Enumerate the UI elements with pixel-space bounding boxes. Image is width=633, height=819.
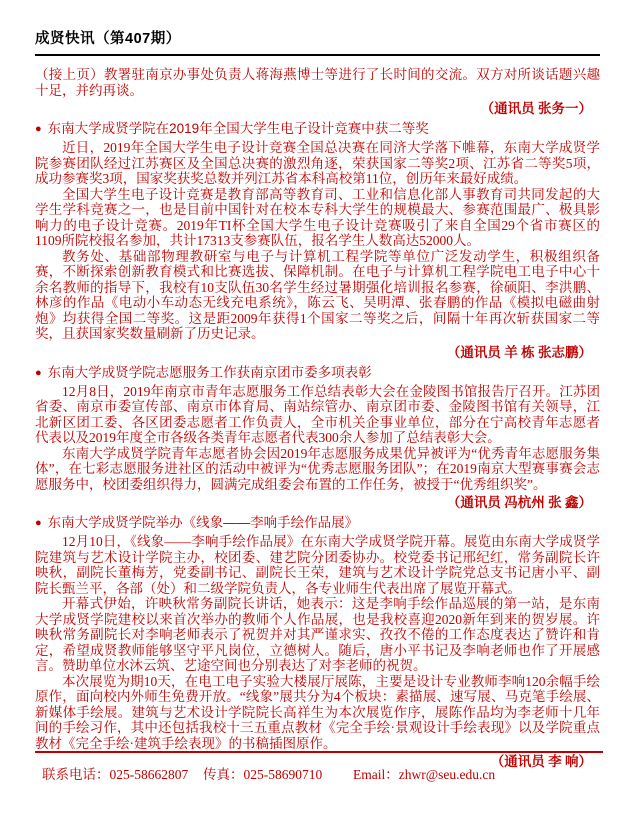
article-3-headline (35, 515, 600, 531)
header-divider (35, 54, 600, 56)
bullet-icon: ● (35, 123, 42, 135)
article-3-paragraph-3: 本次展览为期10天，在电工电子实验大楼展厅展陈，主要是设计专业教师李响120余幅手绘原作，面向校内外师生免费开放。“线象”展共分为4个板块：素描展、速写展、马克笔手绘展、新媒体手绘展。建筑与艺术设计学院院长高祥生为本次展览作序，展陈作品均为李老师十几年间的手绘习作，其中还包括我校十三五重点教材《完全手绘·景观设计手绘表现》以及学院重点教材《完全手绘·建筑手绘表现》的书稿插图原作。 (35, 673, 600, 751)
footer-divider (35, 751, 603, 753)
article-2-byline: （通讯员 冯杭州 张 鑫） (446, 495, 592, 510)
article-2-headline-text: 东南大学成贤学院志愿服务工作获南京团市委多项表彰 (47, 364, 372, 380)
article-1-paragraph-2: 全国大学生电子设计竞赛是教育部高等教育司、工业和信息化部人事教育司共同发起的大学生学科竞赛之一，也是目前中国针对在校本专科大学生的规模最大、参赛范围最广、极具影响力的电子设计竞赛。2019年TI杯全国大学生电子设计竞赛吸引了来自全国29个省市赛区的1109所院校报名参加，共计17313支参赛队伍，报名学生人数高达52000人。 (35, 186, 600, 248)
article-2-paragraph-2: 东南大学成贤学院青年志愿者协会因2019年志愿服务成果优异被评为“优秀青年志愿服务集体”，在七彩志愿服务进社区的活动中被评为“优秀志愿服务团队”；在2019南京大型赛事赛会志愿服务中，校团委组织得力，圆满完成组委会布置的工作任务，被授于“优秀组织奖”。 (35, 445, 600, 492)
bullet-icon: ● (35, 517, 42, 529)
article-3-headline-text: 东南大学成贤学院举办《线象——李响手绘作品展》 (47, 515, 359, 530)
article-1-headline (35, 121, 600, 137)
article-2-headline (35, 365, 600, 381)
article-1-paragraph-1: 近日，2019年全国大学生电子设计竞赛全国总决赛在同济大学落下帷幕，东南大学成贤学院参赛团队经过江苏赛区及全国总决赛的激烈角逐，荣获国家二等奖2项、江苏省二等奖5项，成功参赛奖3项，国家奖获奖总数并列江苏省本科高校第11位，创历年来最好成绩。 (35, 140, 600, 186)
article-2 (35, 365, 600, 512)
article-3-paragraph-2: 开幕式伊始，许映秋常务副院长讲话，她表示：这是李响手绘作品巡展的第一站，是东南大学成贤学院建校以来首次举办的教师个人作品展，也是我校喜迎2020新年到来的贺岁展。许映秋常务副院长对李响老师表示了祝贺并对其严谨求实、孜孜不倦的工作态度表达了赞许和肯定，希望成贤教师能够坚守平凡岗位，立德树人。随后，唐小平书记及李响老师也作了开展感言。赞助单位水沐云筑、艺途空间也分别表达了对李老师的祝贺。 (35, 596, 600, 673)
article-1-paragraph-3: 教务处、基础部物理教研室与电子与计算机工程学院等单位广泛发动学生，积极组织备赛，不断探索创新教育模式和比赛选拔、保障机制。在电子与计算机工程学院电工电子中心十余名教师的指导下，我校有10支队伍30名学生经过暑期强化培训报名参赛，徐硕阳、李洪鹏、林彦的作品《电动小车动态无线充电系统》，陈云飞、吴明潭、张春鹏的作品《模拟电磁曲射炮》均获得全国二等奖。这是距2009年获得1个国家二等奖之后，间隔十年再次斩获国家二等奖，且获国家奖数量刷新了历史记录。 (35, 248, 600, 341)
page-footer (35, 751, 603, 781)
contact-email: Email：zhwr@seu.edu.cn (353, 767, 496, 782)
article-2-paragraph-1: 12月8日，2019年南京市青年志愿服务工作总结表彰大会在金陵图书馆报告厅召开。江苏团省委、南京市委宣传部、南京市体育局、南站综管办、南京团市委、金陵图书馆有关领导，江北新区团工委、各区团委志愿者工作负责人，全市机关企事业单位，部分在宁高校青年志愿者代表以及2019年度全市各级各类青年志愿者代表300余人参加了总结表彰大会。 (35, 383, 600, 445)
intro-paragraph: （接上页）教署驻南京办事处负责人蒋海燕博士等进行了长时间的交流。双方对所谈话题兴趣十足，并约再谈。 (35, 67, 600, 98)
article-1-byline: （通讯员 羊 栋 张志鹏） (446, 344, 592, 360)
article-3-paragraph-1: 12月10日，《线象——李响手绘作品展》在东南大学成贤学院开幕。展览由东南大学成贤学院建筑与艺术设计学院主办，校团委、建艺院分团委协办。校党委书记邢纪红，常务副院长许映秋，副院长董梅芳，党委副书记、副院长王荣，建筑与艺术设计学院党总支书记唐小平、副院长甄兰平，各部（处）和二级学院负责人，各专业师生代表出席了展览开幕式。 (35, 534, 600, 596)
article-1-headline-text: 东南大学成贤学院在2019年全国大学生电子设计竞赛中获二等奖 (47, 121, 429, 136)
bullet-icon: ● (35, 366, 42, 379)
article-1 (35, 121, 600, 361)
contact-row (35, 763, 603, 781)
contact-phone: 联系电话：025-58662807 (42, 767, 189, 782)
article-3-byline: （通讯员 李 响） (490, 754, 592, 769)
article-3 (35, 515, 600, 770)
contact-fax: 传真：025-58690710 (203, 767, 323, 782)
intro-byline: （通讯员 张务一） (480, 101, 592, 116)
page-title: 成贤快讯（第407期） (35, 31, 181, 47)
